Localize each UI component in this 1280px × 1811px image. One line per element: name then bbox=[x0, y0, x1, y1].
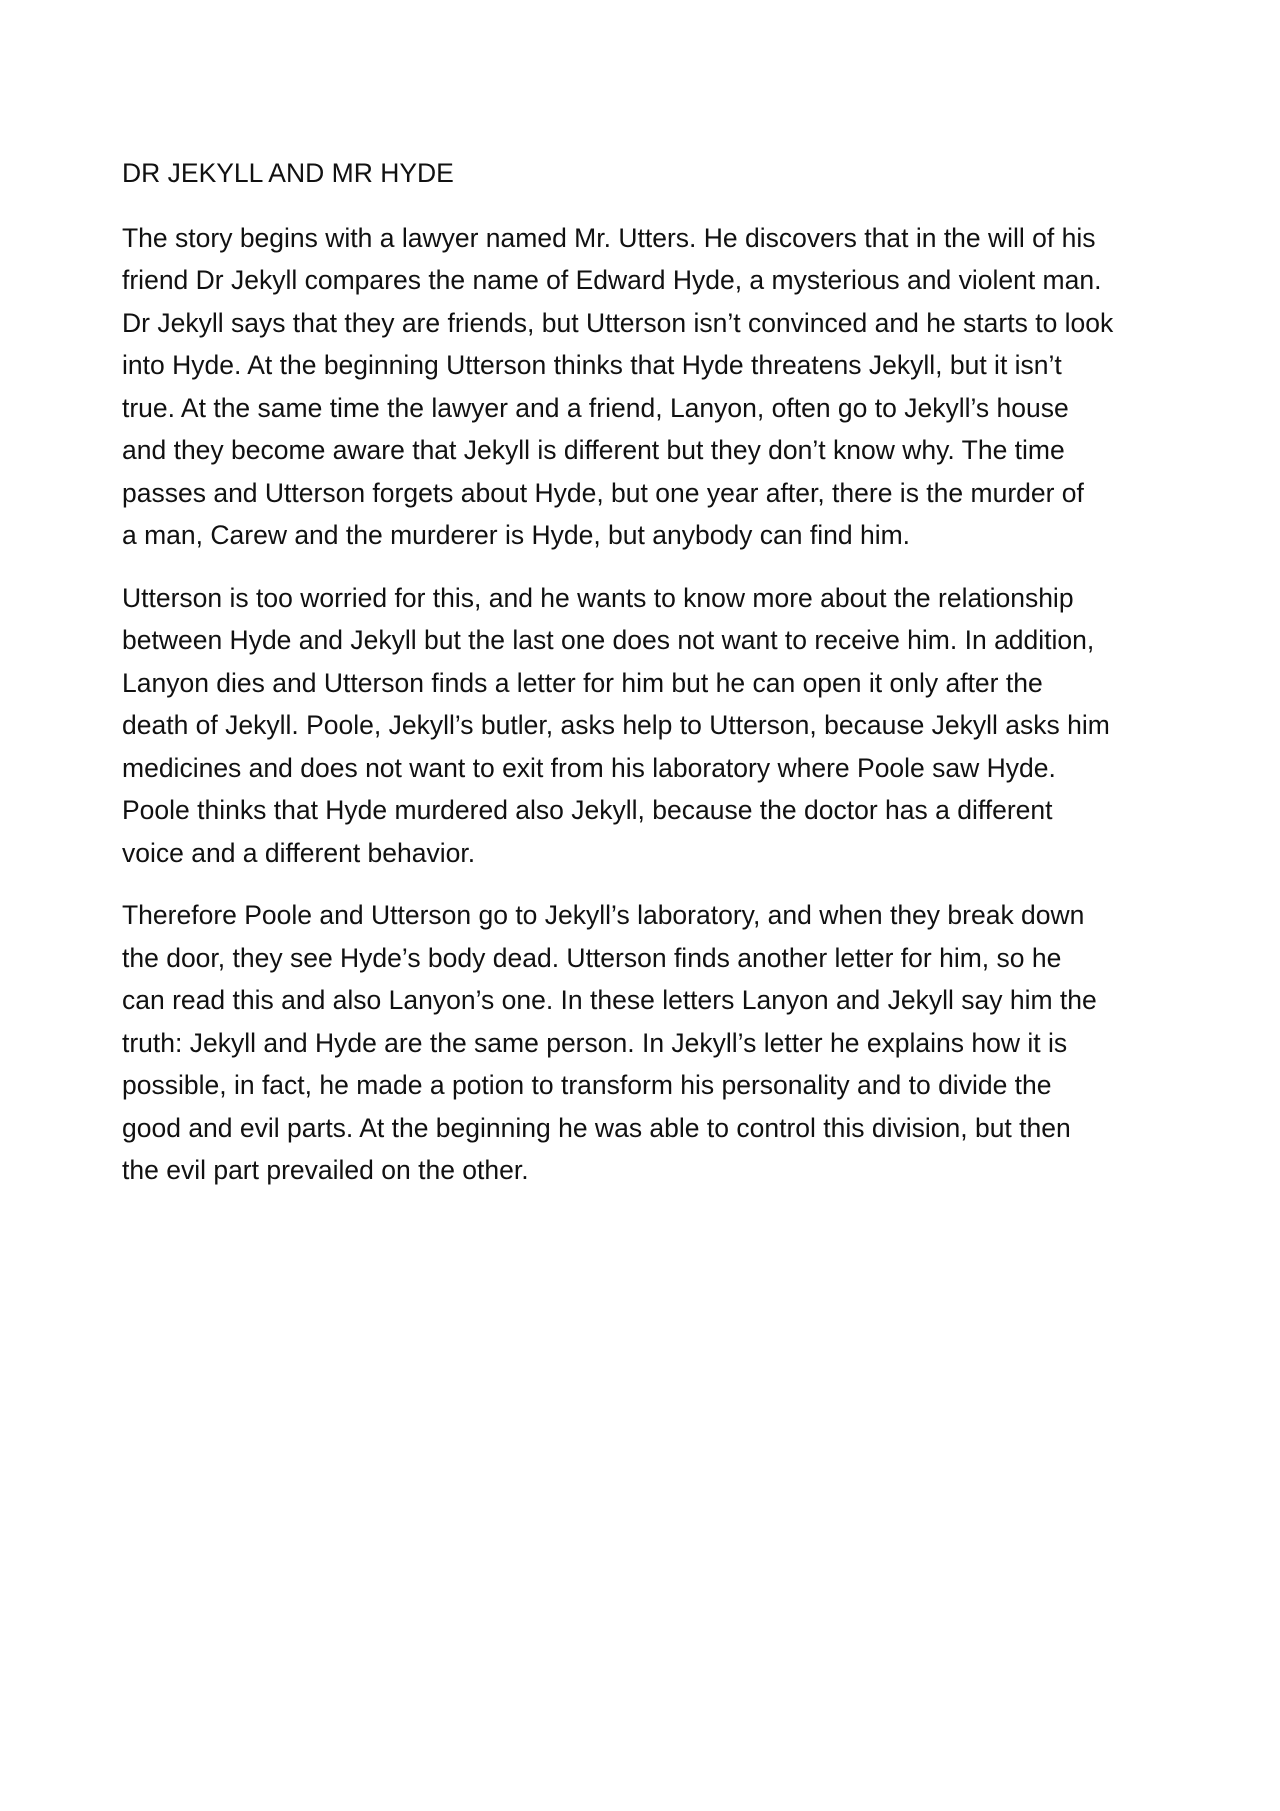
paragraph-line: true. At the same time the lawyer and a friend, Lanyon, often go to Jekyll’s house bbox=[122, 392, 1069, 423]
paragraph-line: a man, Carew and the murderer is Hyde, but anybody can find him. bbox=[122, 520, 911, 550]
paragraph-line: Therefore Poole and Utterson go to Jekyll’s laboratory, and when they break down bbox=[122, 900, 1085, 930]
paragraph-line: Utterson is too worried for this, and he wants to know more about the relationship bbox=[122, 582, 1074, 613]
paragraph-line: passes and Utterson forgets about Hyde, but one year after, there is the murder of bbox=[122, 477, 1084, 508]
paragraph-line: The story begins with a lawyer named Mr. Utters. He discovers that in the will of his bbox=[122, 222, 1096, 253]
paragraph-line: death of Jekyll. Poole, Jekyll’s butler, asks help to Utterson, because Jekyll asks him bbox=[122, 710, 1110, 740]
paragraph-line: the door, they see Hyde’s body dead. Utterson finds another letter for him, so he bbox=[122, 942, 1062, 973]
paragraph-line: medicines and does not want to exit from his laboratory where Poole saw Hyde. bbox=[122, 752, 1056, 783]
paragraph-line: and they become aware that Jekyll is different but they don’t know why. The time bbox=[122, 435, 1065, 465]
paragraph-line: good and evil parts. At the beginning he was able to control this division, but then bbox=[122, 1112, 1071, 1143]
paragraph-line: friend Dr Jekyll compares the name of Edward Hyde, a mysterious and violent man. bbox=[122, 265, 1102, 295]
paragraph-line: between Hyde and Jekyll but the last one does not want to receive him. In addition, bbox=[122, 625, 1095, 655]
paragraph-line: Dr Jekyll says that they are friends, but Utterson isn’t convinced and he starts to look bbox=[122, 307, 1114, 338]
paragraph-1 bbox=[122, 217, 1172, 557]
paragraph-3 bbox=[122, 894, 1172, 1192]
paragraph-line: the evil part prevailed on the other. bbox=[122, 1155, 529, 1185]
document-body bbox=[122, 152, 1172, 1212]
document-title: DR JEKYLL AND MR HYDE bbox=[122, 158, 454, 188]
paragraph-line: can read this and also Lanyon’s one. In these letters Lanyon and Jekyll say him the bbox=[122, 985, 1097, 1015]
paragraph-line: Poole thinks that Hyde murdered also Jekyll, because the doctor has a different bbox=[122, 795, 1053, 825]
paragraph-2 bbox=[122, 577, 1172, 875]
paragraph-line: voice and a different behavior. bbox=[122, 837, 476, 868]
paragraph-line: possible, in fact, he made a potion to transform his personality and to divide the bbox=[122, 1070, 1052, 1100]
paragraph-line: Lanyon dies and Utterson finds a letter for him but he can open it only after the bbox=[122, 667, 1043, 698]
paragraph-line: into Hyde. At the beginning Utterson thinks that Hyde threatens Jekyll, but it isn’t bbox=[122, 350, 1062, 380]
paragraph-line: truth: Jekyll and Hyde are the same person. In Jekyll’s letter he explains how it is bbox=[122, 1027, 1068, 1058]
